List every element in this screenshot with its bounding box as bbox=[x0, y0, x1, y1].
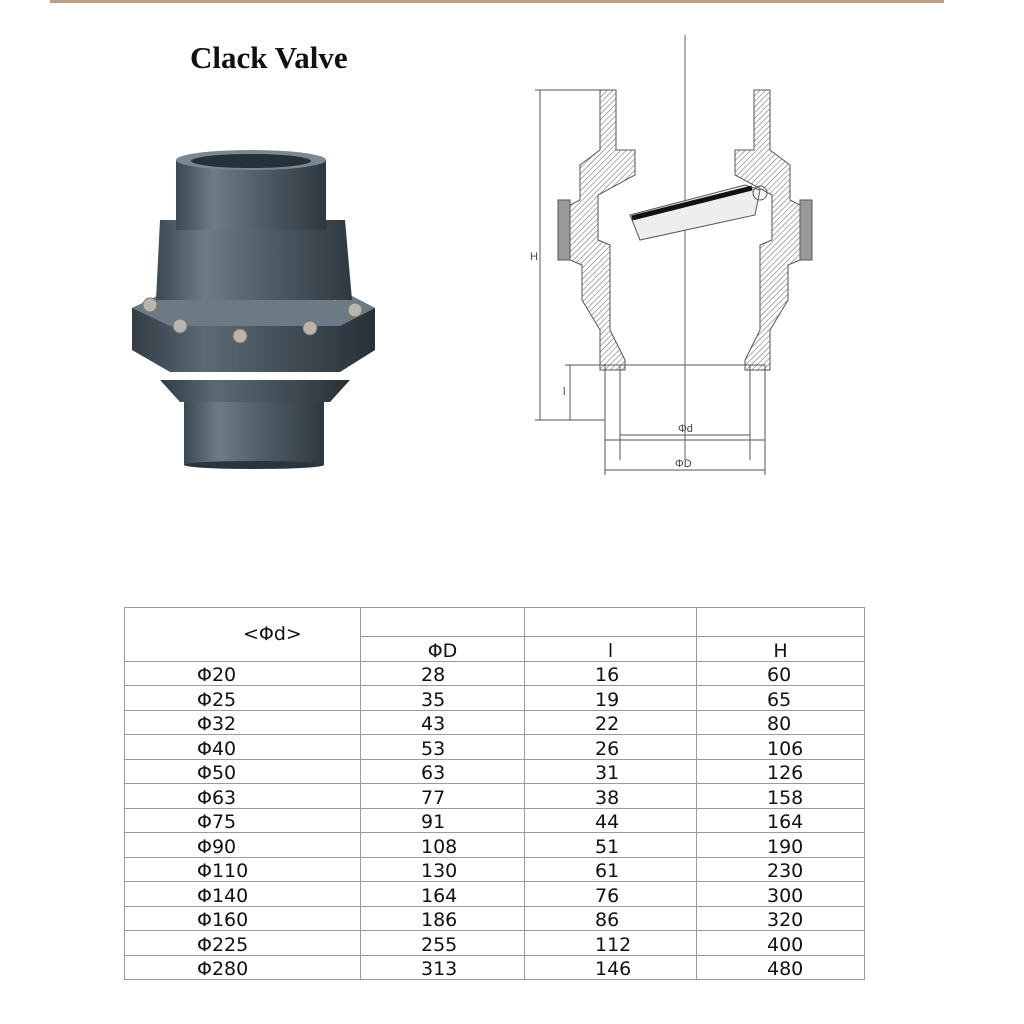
cell-D: 91 bbox=[361, 808, 525, 833]
cell-l: 61 bbox=[525, 857, 697, 882]
cell-H: 126 bbox=[697, 759, 865, 784]
cell-d: Φ63 bbox=[125, 784, 361, 809]
table-row bbox=[125, 710, 865, 735]
table-row bbox=[125, 759, 865, 784]
valve-cross-section-drawing bbox=[520, 30, 850, 490]
table-row bbox=[125, 955, 865, 980]
table-row bbox=[125, 808, 865, 833]
cell-H: 60 bbox=[697, 661, 865, 686]
table-row bbox=[125, 857, 865, 882]
cell-l: 16 bbox=[525, 661, 697, 686]
table-row bbox=[125, 833, 865, 858]
cell-D: 63 bbox=[361, 759, 525, 784]
header-spacer bbox=[697, 608, 865, 637]
table-header-row bbox=[125, 608, 865, 637]
cell-H: 190 bbox=[697, 833, 865, 858]
table-row bbox=[125, 686, 865, 711]
cell-d: Φ140 bbox=[125, 882, 361, 907]
top-divider bbox=[50, 0, 944, 3]
cell-l: 86 bbox=[525, 906, 697, 931]
cell-d: Φ50 bbox=[125, 759, 361, 784]
dimension-label-d: Φd bbox=[678, 423, 693, 435]
header-spacer bbox=[525, 608, 697, 637]
cell-D: 164 bbox=[361, 882, 525, 907]
cell-l: 19 bbox=[525, 686, 697, 711]
cell-H: 300 bbox=[697, 882, 865, 907]
cell-D: 77 bbox=[361, 784, 525, 809]
cell-D: 255 bbox=[361, 931, 525, 956]
header-H: H bbox=[697, 637, 865, 662]
cell-H: 80 bbox=[697, 710, 865, 735]
cell-D: 53 bbox=[361, 735, 525, 760]
cell-d: Φ32 bbox=[125, 710, 361, 735]
header-l: l bbox=[525, 637, 697, 662]
table-row bbox=[125, 931, 865, 956]
cell-l: 76 bbox=[525, 882, 697, 907]
cell-d: Φ25 bbox=[125, 686, 361, 711]
cell-H: 400 bbox=[697, 931, 865, 956]
cell-d: Φ160 bbox=[125, 906, 361, 931]
table-row bbox=[125, 882, 865, 907]
cell-D: 130 bbox=[361, 857, 525, 882]
valve-photo bbox=[120, 140, 390, 480]
cell-d: Φ40 bbox=[125, 735, 361, 760]
cell-H: 158 bbox=[697, 784, 865, 809]
header-spacer bbox=[361, 608, 525, 637]
cell-H: 480 bbox=[697, 955, 865, 980]
cell-d: Φ20 bbox=[125, 661, 361, 686]
table-row bbox=[125, 906, 865, 931]
cell-D: 108 bbox=[361, 833, 525, 858]
page-title: Clack Valve bbox=[190, 40, 348, 75]
cell-d: Φ280 bbox=[125, 955, 361, 980]
table-row bbox=[125, 661, 865, 686]
cell-d: Φ225 bbox=[125, 931, 361, 956]
cell-D: 186 bbox=[361, 906, 525, 931]
cell-H: 65 bbox=[697, 686, 865, 711]
cell-d: Φ110 bbox=[125, 857, 361, 882]
cell-H: 106 bbox=[697, 735, 865, 760]
cell-H: 230 bbox=[697, 857, 865, 882]
cell-l: 146 bbox=[525, 955, 697, 980]
cell-D: 43 bbox=[361, 710, 525, 735]
cell-D: 35 bbox=[361, 686, 525, 711]
cell-l: 26 bbox=[525, 735, 697, 760]
dimension-label-h: H bbox=[530, 251, 538, 263]
cell-D: 313 bbox=[361, 955, 525, 980]
cell-d: Φ75 bbox=[125, 808, 361, 833]
table-row bbox=[125, 784, 865, 809]
cell-H: 320 bbox=[697, 906, 865, 931]
table-row bbox=[125, 735, 865, 760]
cell-d: Φ90 bbox=[125, 833, 361, 858]
cell-l: 31 bbox=[525, 759, 697, 784]
cell-l: 51 bbox=[525, 833, 697, 858]
cell-l: 38 bbox=[525, 784, 697, 809]
cell-l: 44 bbox=[525, 808, 697, 833]
dimension-label-D: ΦD bbox=[675, 458, 692, 470]
header-d: <Φd> bbox=[125, 608, 361, 662]
cell-D: 28 bbox=[361, 661, 525, 686]
cell-l: 22 bbox=[525, 710, 697, 735]
cell-l: 112 bbox=[525, 931, 697, 956]
dimension-label-l: l bbox=[563, 386, 566, 398]
header-D: ΦD bbox=[361, 637, 525, 662]
cell-H: 164 bbox=[697, 808, 865, 833]
dimension-spec-table bbox=[124, 607, 865, 980]
